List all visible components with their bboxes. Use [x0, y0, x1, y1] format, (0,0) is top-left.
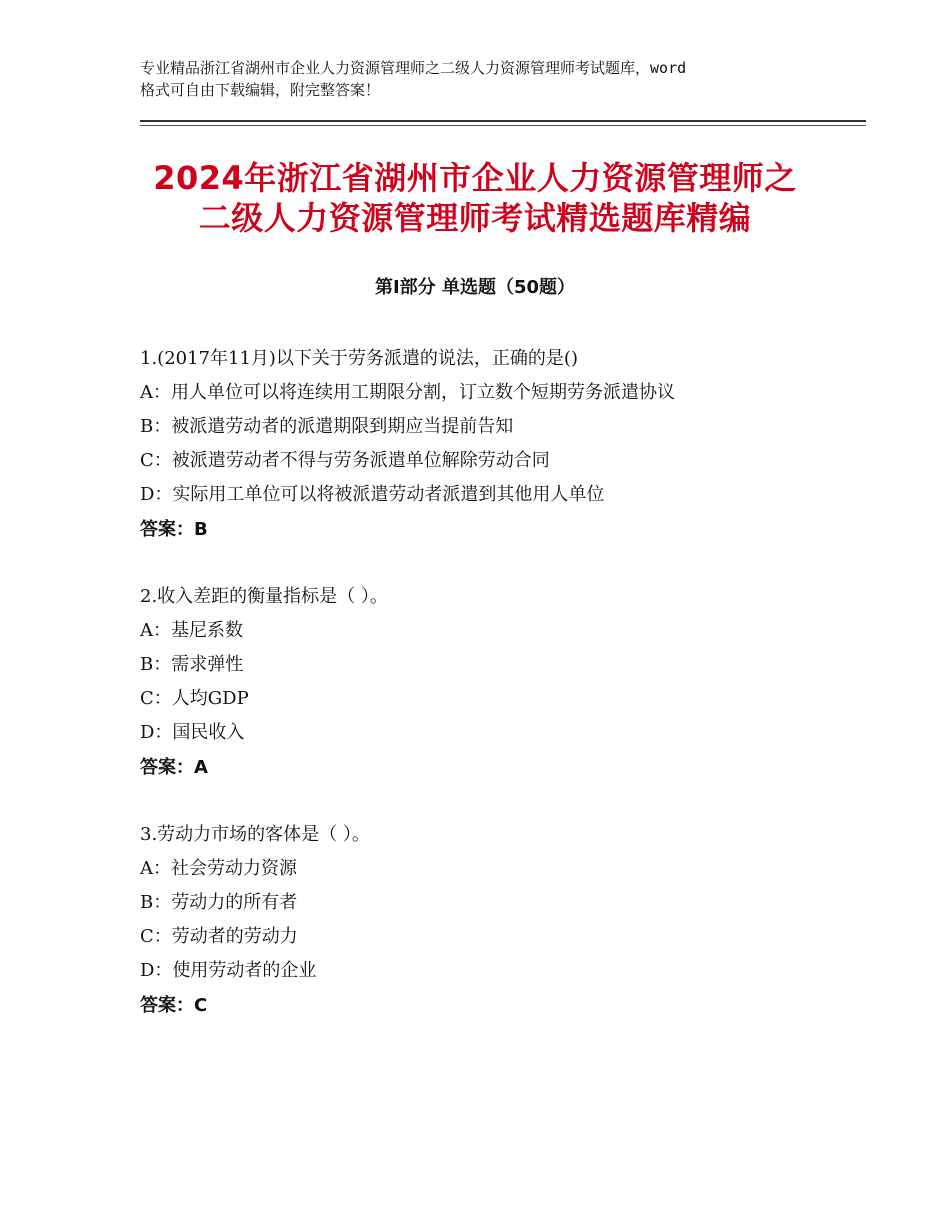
option-d: D：实际用工单位可以将被派遣劳动者派遣到其他用人单位 — [140, 484, 605, 505]
header-note-line-2: 格式可自由下载编辑，附完整答案！ — [140, 81, 381, 99]
option-b: B：劳动力的所有者 — [140, 892, 298, 913]
option-d: D：国民收入 — [140, 722, 245, 743]
header-divider-thin — [140, 125, 866, 126]
option-a: A：用人单位可以将连续用工期限分割，订立数个短期劳务派遣协议 — [140, 382, 675, 403]
option-a: A：基尼系数 — [140, 620, 243, 641]
option-d: D：使用劳动者的企业 — [140, 960, 317, 981]
document-title — [0, 158, 950, 238]
answer-label: 答案：B — [140, 519, 208, 540]
question-2 — [140, 580, 860, 786]
question-stem: 2.收入差距的衡量指标是（ ）。 — [140, 586, 388, 607]
option-a: A：社会劳动力资源 — [140, 858, 297, 879]
answer-label: 答案：C — [140, 995, 208, 1016]
question-stem: 3.劳动力市场的客体是（ ）。 — [140, 824, 370, 845]
option-b: B：需求弹性 — [140, 654, 244, 675]
answer-label: 答案：A — [140, 757, 208, 778]
question-stem: 1.(2017年11月)以下关于劳务派遣的说法，正确的是() — [140, 348, 578, 369]
option-b: B：被派遣劳动者的派遣期限到期应当提前告知 — [140, 416, 514, 437]
question-1 — [140, 342, 860, 548]
header-note-line-1: 专业精品浙江省湖州市企业人力资源管理师之二级人力资源管理师考试题库，word — [140, 59, 687, 77]
document-title-line-2: 二级人力资源管理师考试精选题库精编 — [198, 199, 752, 237]
header-note — [140, 57, 830, 101]
option-c: C：被派遣劳动者不得与劳务派遣单位解除劳动合同 — [140, 450, 550, 471]
option-c: C：人均GDP — [140, 688, 249, 709]
question-3 — [140, 818, 860, 1024]
option-c: C：劳动者的劳动力 — [140, 926, 298, 947]
section-heading: 第Ⅰ部分 单选题（50题） — [374, 277, 575, 298]
document-title-line-1: 2024年浙江省湖州市企业人力资源管理师之 — [153, 159, 797, 197]
question-list — [140, 342, 860, 1056]
header-divider-thick — [140, 120, 866, 122]
